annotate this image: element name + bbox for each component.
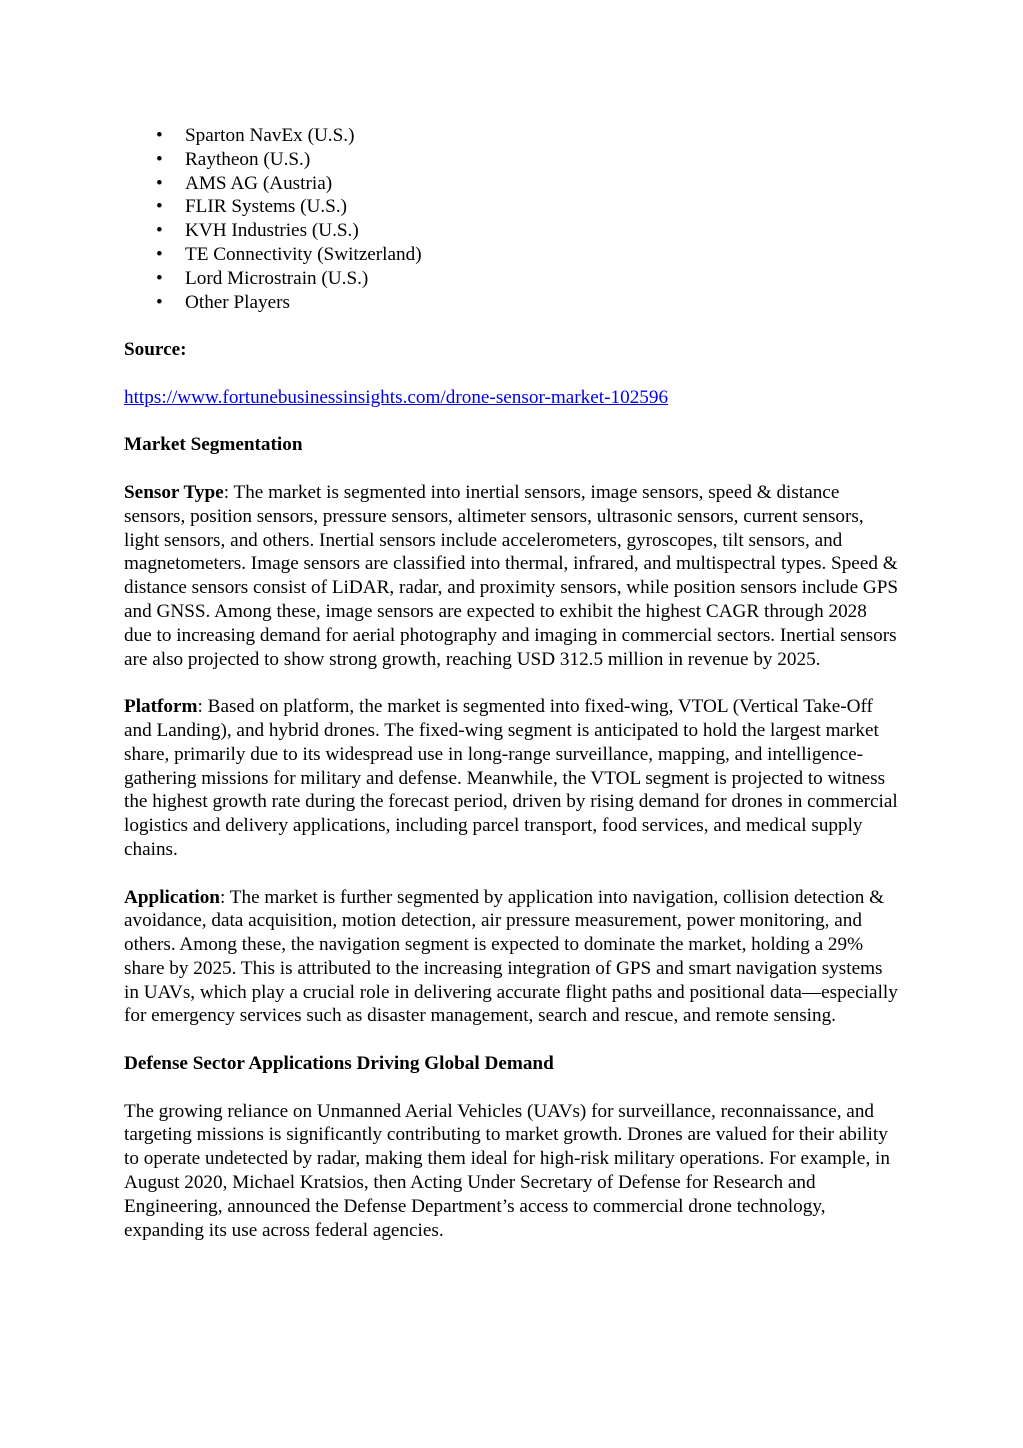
company-list <box>124 124 899 314</box>
document-page <box>124 124 899 1242</box>
list-item: • AMS AG (Austria) <box>156 172 333 194</box>
list-item: • Raytheon (U.S.) <box>156 148 311 170</box>
bullet-icon: • <box>156 220 163 242</box>
application-text: : The market is further segmented by application into navigation, collision detection & avoidance, data acquisition, motion detection, air pressure measurement, power monitoring, and others. Among these, the navigation segment is expected to dominate the market, holding a 29% share by 2025. This is attributed to the increasing integration of GPS and smart navigation systems in UAVs, which play a crucial role in delivering accurate flight paths and positional data—especially for emergency services such as disaster management, search and rescue, and remote sensing. <box>124 886 898 1027</box>
source-label: Source: <box>124 339 187 361</box>
bullet-icon: • <box>156 125 163 146</box>
application-lead: Application <box>124 886 220 908</box>
list-item: • FLIR Systems (U.S.) <box>156 196 348 218</box>
defense-heading: Defense Sector Applications Driving Global Demand <box>124 1053 554 1075</box>
platform-paragraph <box>124 695 899 862</box>
bullet-icon: • <box>156 172 163 194</box>
market-segmentation-heading: Market Segmentation <box>124 434 303 456</box>
sensor-type-paragraph <box>124 481 899 671</box>
bullet-icon: • <box>156 148 163 170</box>
source-link[interactable]: https://www.fortunebusinessinsights.com/drone-sensor-market-102596 <box>124 386 669 408</box>
list-item: • KVH Industries (U.S.) <box>156 220 359 242</box>
bullet-icon: • <box>156 243 163 265</box>
application-paragraph <box>124 886 899 1029</box>
list-item: • Sparton NavEx (U.S.) <box>156 125 355 146</box>
list-item: • Lord Microstrain (U.S.) <box>156 267 369 289</box>
bullet-icon: • <box>156 291 163 313</box>
platform-text: : Based on platform, the market is segmented into fixed-wing, VTOL (Vertical Take-Off and Landing), and hybrid drones. The fixed-wing segment is anticipated to hold the largest market share, primarily due to its widespread use in long-range surveillance, mapping, and intelligence-gathering missions for military and defense. Meanwhile, the VTOL segment is projected to witness the highest growth rate during the forecast period, driven by rising demand for drones in commercial logistics and delivery applications, including parcel transport, food services, and medical supply chains. <box>124 696 898 860</box>
platform-lead: Platform <box>124 696 198 718</box>
bullet-icon: • <box>156 267 163 289</box>
sensor-type-lead: Sensor Type <box>124 481 224 503</box>
list-item: • TE Connectivity (Switzerland) <box>156 243 422 265</box>
sensor-type-text: : The market is segmented into inertial sensors, image sensors, speed & distance sensors, position sensors, pressure sensors, altimeter sensors, ultrasonic sensors, current sensors, light sensors, and others. Inertial sensors include accelerometers, gyroscopes, tilt sensors, and magnetometers. Image sensors are classified into thermal, infrared, and multispectral types. Speed & distance sensors consist of LiDAR, radar, and proximity sensors, while position sensors include GPS and GNSS. Among these, image sensors are expected to exhibit the highest CAGR through 2028 due to increasing demand for aerial photography and imaging in commercial sectors. Inertial sensors are also projected to show strong growth, reaching USD 312.5 million in revenue by 2025. <box>124 481 899 670</box>
bullet-icon: • <box>156 196 163 218</box>
list-item: • Other Players <box>156 291 290 313</box>
source-link-paragraph <box>124 386 899 410</box>
defense-paragraph: The growing reliance on Unmanned Aerial Vehicles (UAVs) for surveillance, reconnaissance, and targeting missions is significantly contributing to market growth. Drones are valued for their ability to operate undetected by radar, making them ideal for high-risk military operations. For example, in August 2020, Michael Kratsios, then Acting Under Secretary of Defense for Research and Engineering, announced the Defense Department’s access to commercial drone technology, expanding its use across federal agencies. <box>124 1100 890 1241</box>
